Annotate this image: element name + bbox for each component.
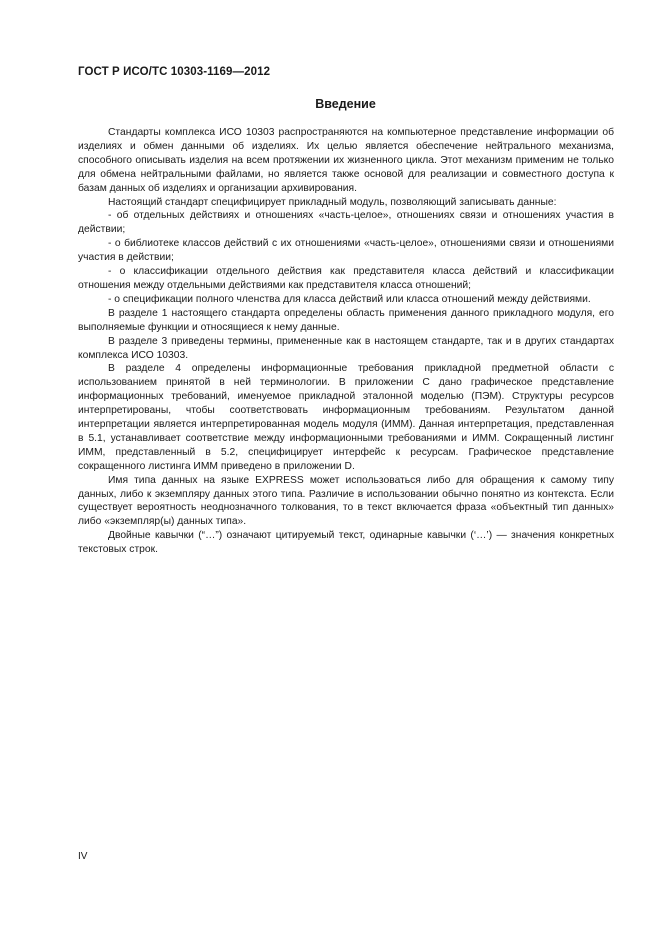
paragraph: Имя типа данных на языке EXPRESS может использоваться либо для обращения к самому типу данных, либо к экземпляру данных этого типа. Различие в использовании обычно понятно из контекста. Если существует вероятность неоднозначного толкования, то в текст включается фраза «объектный тип данных» либо «экземпляр(ы) данных типа». — [78, 474, 614, 528]
paragraph: В разделе 4 определены информационные требования прикладной предметной области с использованием принятой в ней терминологии. В приложении С дано графическое представление информационных требований, именуемое прикладной эталонной моделью (ПЭМ). Структуры ресурсов интерпретированы, чтобы соответствовать информационным требованиям. Результатом данной интерпретации является интерпретированная модель модуля (ИММ). Данная интерпретация, представленная в 5.1, устанавливает соответствие между информационными требованиями и ИММ. Сокращенный листинг ИММ, представленный в 5.2, специфицирует интерфейс к ресурсам. Графическое представление сокращенного листинга ИММ приведено в приложении D. — [78, 363, 614, 472]
paragraph: Настоящий стандарт специфицирует прикладный модуль, позволяющий записывать данные: — [108, 196, 557, 208]
list-item: - о классификации отдельного действия как представителя класса действий и классификации отношения между отдельными действиями как представителя класса отношений; — [78, 266, 614, 291]
paragraph: В разделе 3 приведены термины, примененные как в настоящем стандарте, так и в других стандартах комплекса ИСО 10303. — [78, 335, 614, 361]
list-item: - об отдельных действиях и отношениях «часть-целое», отношениях связи и отношениях участия в действии; — [78, 210, 614, 236]
paragraph: Стандарты комплекса ИСО 10303 распространяются на компьютерное представление информации об изделиях и обмен данными об изделиях. Их целью является обеспечение нейтрального механизма, способного описывать изделия на всем протяжении их жизненного цикла. Этот механизм применим не только для обмена нейтральными файлами, но является также основой для реализации и совместного доступа к базам данных об изделиях и организации архивирования. — [78, 127, 614, 194]
paragraph: В разделе 1 настоящего стандарта определены область применения данного прикладного модуля, его выполняемые функции и относящиеся к нему данные. — [78, 307, 614, 333]
page-number: IV — [78, 851, 88, 862]
list-item: - о спецификации полного членства для класса действий или класса отношений между действиями. — [108, 293, 591, 305]
body-text — [78, 126, 614, 557]
section-title: Введение — [315, 97, 376, 111]
document-header: ГОСТ Р ИСО/ТС 10303-1169—2012 — [78, 66, 271, 78]
list-item: - о библиотеке классов действий с их отношениями «часть-целое», отношениями связи и отношениями участия в действии; — [78, 238, 614, 264]
paragraph: Двойные кавычки (“…”) означают цитируемый текст, одинарные кавычки (‘…’) — значения конкретных текстовых строк. — [78, 530, 614, 556]
